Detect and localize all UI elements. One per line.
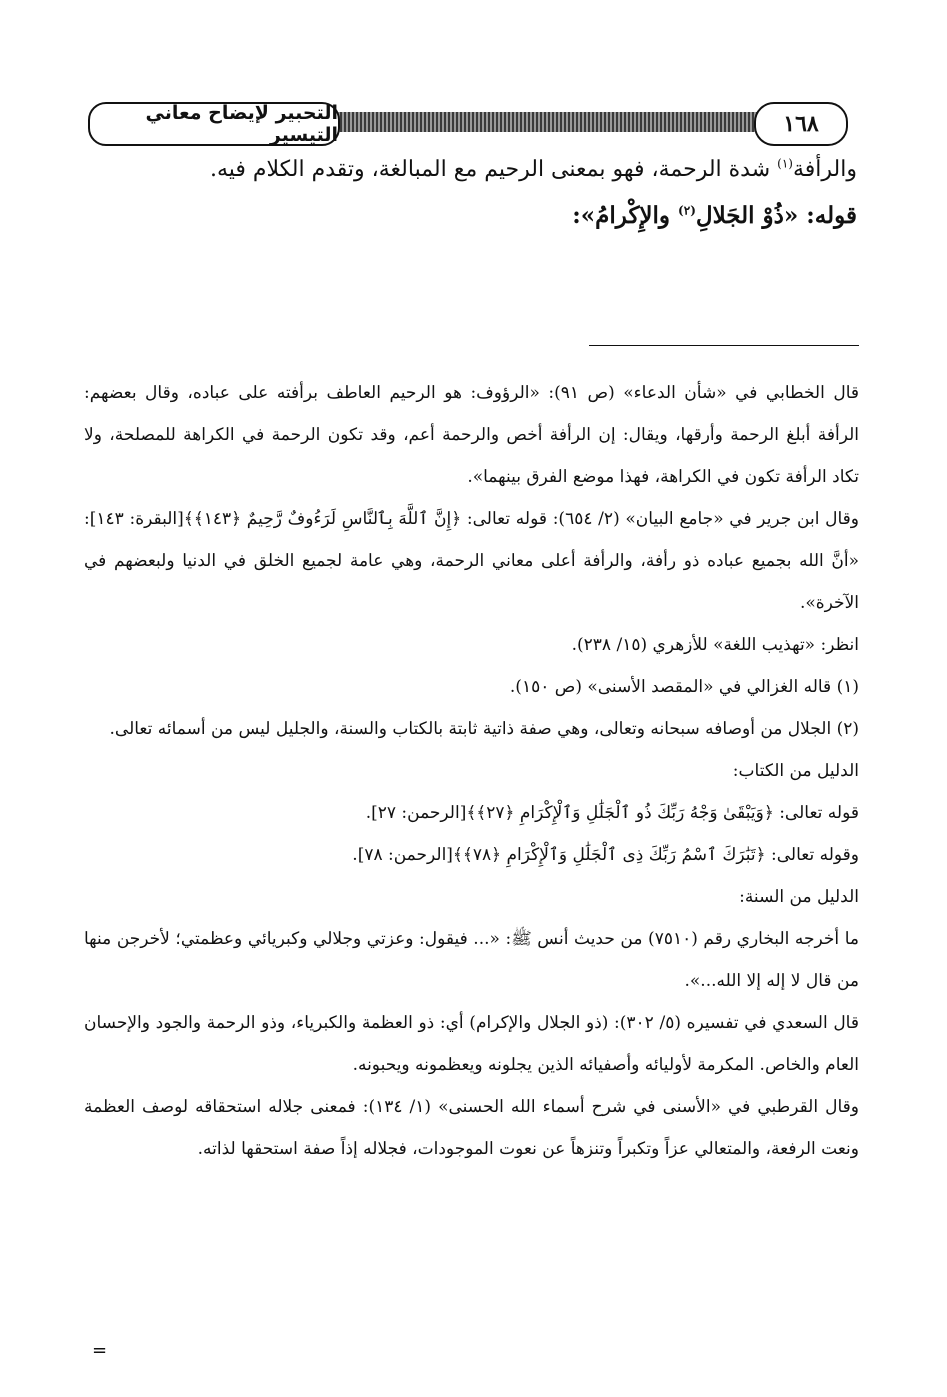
footnote-paragraph: وقال القرطبي في «الأسنى في شرح أسماء الله الحسنى» (١/ ١٣٤): فمعنى جلاله استحقاقه لوصف العظمة ونعت الرفعة، والمتعالي عزاً وتكبراً وتنزهاً عن نعوت الموجودات، فجلاله إذاً صفة استحقها لذاته. bbox=[84, 1097, 859, 1159]
continuation-mark: = bbox=[92, 1340, 108, 1361]
section-heading bbox=[97, 194, 857, 238]
main-line bbox=[97, 148, 857, 192]
footnote-paragraph: (١) قاله الغزالي في «المقصد الأسنى» (ص ١٥٠). bbox=[509, 677, 859, 697]
footnote-paragraph: وقال ابن جرير في «جامع البيان» (٢/ ٦٥٤): قوله تعالى: ﴿إِنَّ ٱللَّهَ بِٱلنَّاسِ لَرَءُوفٌ رَّحِيمٌ ﴿١٤٣﴾﴾[البقرة: ١٤٣]: «أنَّ الله بجميع عباده ذو رأفة، والرأفة أعلى معاني الرحمة، وهي عامة لجميع الخلق في الدنيا ولبعضهم في الآخرة». bbox=[84, 509, 859, 613]
main-line-start: والرأفة bbox=[792, 157, 857, 182]
footnote-paragraph: انظر: «تهذيب اللغة» للأزهري (١٥/ ٢٣٨). bbox=[571, 635, 859, 655]
book-title: التحبير لإيضاح معاني التيسير bbox=[88, 102, 340, 146]
heading-end: والإِكْرامُ»: bbox=[572, 202, 679, 229]
footnote-paragraph: قوله تعالى: ﴿وَيَبْقَىٰ وَجْهُ رَبِّكَ ذُو ٱلْجَلَٰلِ وَٱلْإِكْرَامِ ﴿٢٧﴾﴾[الرحمن: ٢٧]. bbox=[365, 803, 859, 823]
footnote-divider bbox=[589, 345, 859, 346]
footnote-paragraph: الدليل من الكتاب: bbox=[732, 761, 859, 781]
page-number: ١٦٨ bbox=[754, 102, 848, 146]
main-line-end: شدة الرحمة، فهو بمعنى الرحيم مع المبالغة، وتقدم الكلام فيه. bbox=[209, 157, 778, 182]
footnote-paragraph: (٢) الجلال من أوصافه سبحانه وتعالى، وهي صفة ذاتية ثابتة بالكتاب والسنة، والجليل ليس من أسمائه تعالى. bbox=[109, 719, 859, 739]
header-band bbox=[328, 112, 760, 132]
page-header bbox=[88, 100, 848, 146]
main-text bbox=[97, 148, 857, 238]
footnote-ref: (٢) bbox=[678, 203, 696, 218]
footnote-paragraph: قال السعدي في تفسيره (٥/ ٣٠٢): (ذو الجلال والإكرام) أي: ذو العظمة والكبرياء، وذو الرحمة والجود والإحسان العام والخاص. المكرمة لأوليائه وأصفيائه الذين يجلونه ويعظمونه ويحبونه. bbox=[84, 1013, 859, 1075]
footnote-paragraph: ما أخرجه البخاري رقم (٧٥١٠) من حديث أنس ﷺ: «... فيقول: وعزتي وجلالي وكبريائي وعظمتي؛ لأخرجن منها من قال لا إله إلا الله...». bbox=[84, 929, 860, 991]
footnote-paragraph: قال الخطابي في «شأن الدعاء» (ص ٩١): «الرؤوف: هو الرحيم العاطف برأفته على عباده، وقال بعضهم: الرأفة أبلغ الرحمة وأرقها، ويقال: إن الرأفة أخص والرحمة أعم، وقد تكون الرحمة في الكراهة للمصلحة، ولا تكاد الرأفة تكون في الكراهة، فهذا موضع الفرق بينهما». bbox=[84, 383, 859, 487]
footnote-paragraph: وقوله تعالى: ﴿تَبَٰرَكَ ٱسْمُ رَبِّكَ ذِى ٱلْجَلَٰلِ وَٱلْإِكْرَامِ ﴿٧٨﴾﴾[الرحمن: ٧٨]. bbox=[352, 845, 859, 865]
footnote-ref: (١) bbox=[777, 156, 793, 171]
footnote-paragraph: الدليل من السنة: bbox=[739, 887, 859, 907]
footnotes bbox=[84, 372, 859, 1170]
heading-start: قوله: «ذُوْ الجَلالِ bbox=[695, 202, 857, 229]
